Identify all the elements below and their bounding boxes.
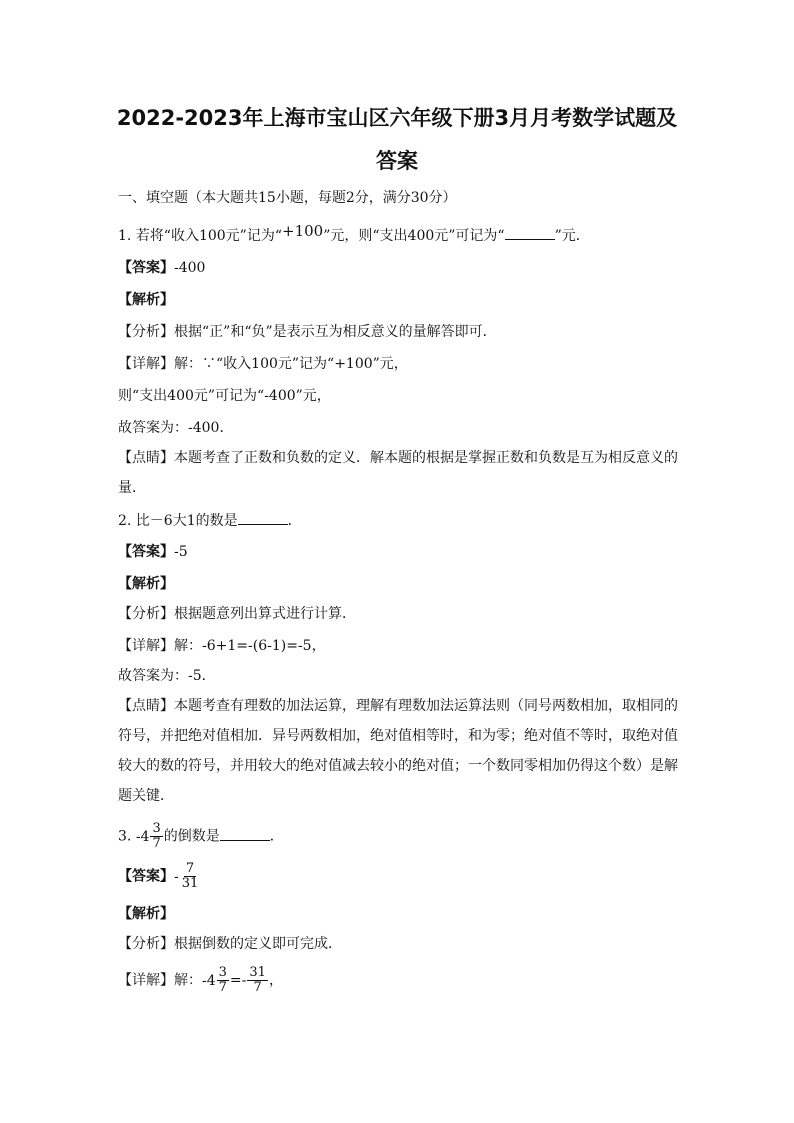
q2-detail-2: 故答案为：-5．: [118, 668, 216, 684]
q1-fenxi: 【分析】根据“正”和“负”是表示互为相反意义的量解答即可．: [118, 324, 497, 340]
q3-answer: 【答案】 - $\frac{7}{31}$: [118, 861, 199, 891]
q2-comment-4: 题关键．: [118, 788, 174, 804]
page-title-cont: 答案: [376, 149, 418, 173]
answer-blank: [505, 225, 555, 240]
page-title: 2022-2023年上海市宝山区六年级下册3月月考数学试题及: [116, 106, 678, 130]
q2-analysis-label: 【解析】: [118, 576, 174, 592]
q3-analysis-label: 【解析】: [118, 906, 174, 922]
section-heading: 一、填空题（本大题共15小题，每题2分，满分30分）: [118, 190, 457, 206]
q1-answer: 【答案】-400: [118, 260, 206, 276]
question-3: 3. -4 $\frac{3}{7}$ 的倒数是 ．: [118, 821, 284, 851]
q2-comment-2: 符号，并把绝对值相加．异号两数相加，绝对值相等时，和为零；绝对值不等时，取绝对值: [118, 728, 678, 744]
q1-detail-1: 【详解】解：∵“收入100元”记为“+100”元，: [118, 356, 408, 372]
q1-comment-cont: 量．: [118, 480, 146, 496]
q2-comment-3: 较大的数的符号，并用较大的绝对值减去较小的绝对值；一个数同零相加仍得这个数）是解: [118, 758, 678, 774]
q1-analysis-label: 【解析】: [118, 292, 174, 308]
mixed-number: -4 $\frac{3}{7}$: [135, 821, 161, 851]
q2-fenxi: 【分析】根据题意列出算式进行计算．: [118, 606, 356, 622]
answer-fraction: $\frac{7}{31}$: [181, 861, 199, 891]
q1-math: +100: [282, 222, 324, 240]
q1-detail-2: 则“支出400元”可记为“-400”元，: [118, 388, 331, 404]
q1-comment: 【点睛】本题考查了正数和负数的定义．解本题的根据是掌握正数和负数是互为相反意义的: [118, 450, 678, 466]
answer-blank: [220, 826, 270, 841]
q2-answer: 【答案】-5: [118, 544, 188, 560]
q1-detail-3: 故答案为：-400．: [118, 420, 234, 436]
q3-detail: 【详解】解： -4 $\frac{3}{7}$ =- $\frac{31}{7}$ ，: [118, 965, 283, 995]
answer-blank: [238, 510, 288, 525]
q2-detail-1: 【详解】解：-6+1=-(6-1)=-5，: [118, 638, 326, 654]
q3-fenxi: 【分析】根据倒数的定义即可完成．: [118, 936, 342, 952]
question-1: 1. 若将“收入100元”记为“+100”元，则“支出400元”可记为“ ”元．: [118, 222, 590, 244]
q2-comment-1: 【点睛】本题考查有理数的加法运算，理解有理数加法运算法则（同号两数相加，取相同的: [118, 698, 678, 714]
question-2: 2. 比－6大1的数是 ．: [118, 510, 302, 531]
